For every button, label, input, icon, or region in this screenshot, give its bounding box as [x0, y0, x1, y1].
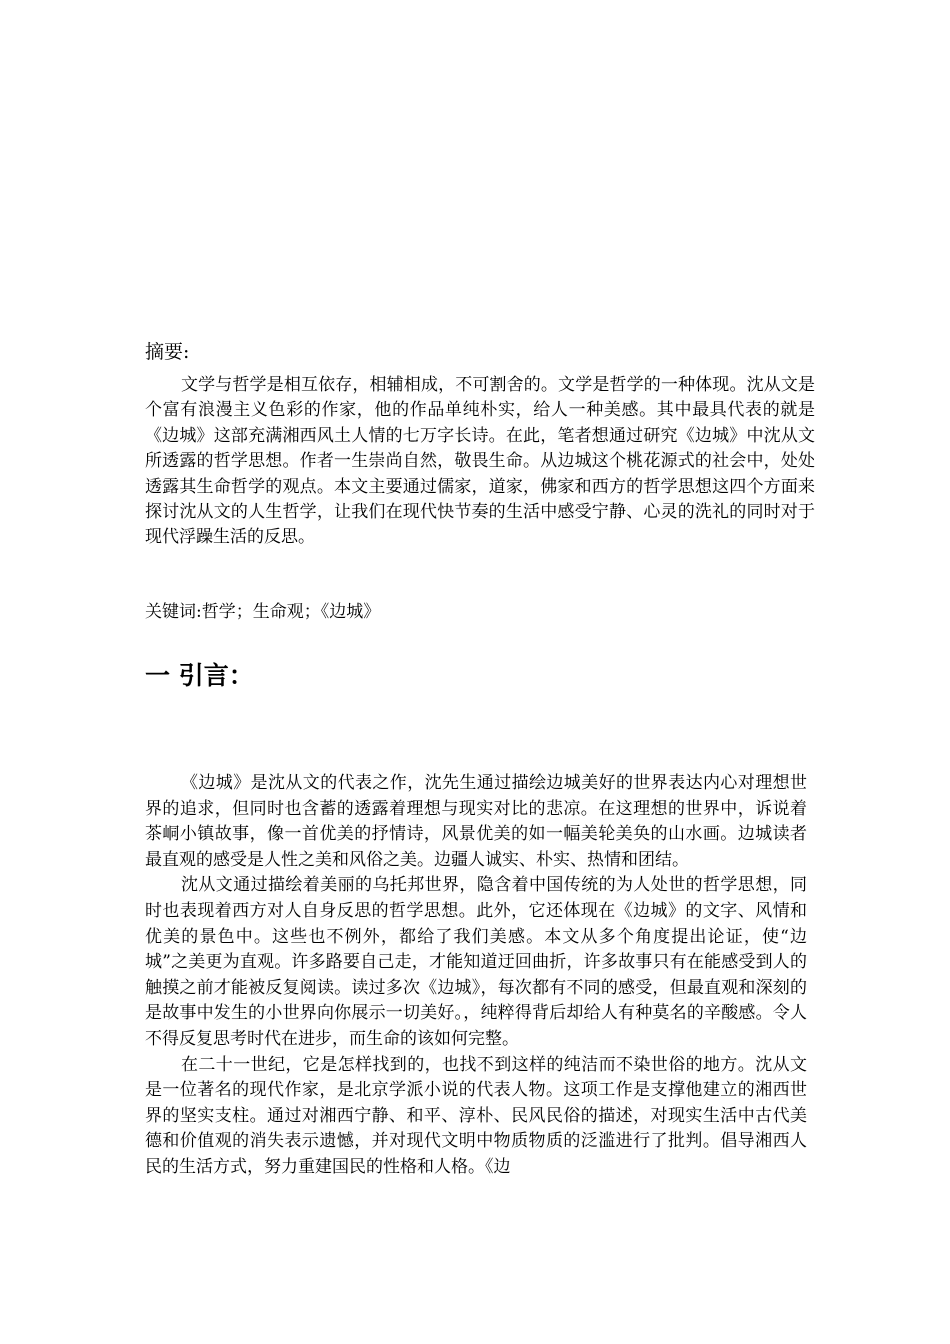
body-paragraph: 在二十一世纪，它是怎样找到的，也找不到这样的纯洁而不染世俗的地方。沈从文是一位著名的现代作家，是北京学派小说的代表人物。这项工作是支撑他建立的湘西世界的坚实支柱。通过对湘西宁静、和平、淳朴、民风民俗的描述，对现实生活中古代美德和价值观的消失表示遗憾，并对现代文明中物质物质的泛滥进行了批判。倡导湘西人民的生活方式，努力重建国民的性格和人格。《边	[145, 1054, 807, 1177]
section-heading-introduction: 一 引言：	[145, 661, 254, 690]
body-paragraph: 沈从文通过描绘着美丽的乌托邦世界，隐含着中国传统的为人处世的哲学思想，同时也表现着西方对人自身反思的哲学思想。此外，它还体现在《边城》的文字、风情和优美的景色中。这些也不例外，都给了我们美感。本文从多个角度提出论证，使“边城”之美更为直观。许多路要自己走，才能知道迂回曲折，许多故事只有在能感受到人的触摸之前才能被反复阅读。读过多次《边城》，每次都有不同的感受，但最直观和深刻的是故事中发生的小世界向你展示一切美好。，纯粹得背后却给人有种莫名的辛酸感。令人不得反复思考时代在进步，而生命的该如何完整。	[145, 875, 807, 1049]
section-body	[145, 771, 807, 1181]
body-paragraph: 《边城》是沈从文的代表之作，沈先生通过描绘边城美好的世界表达内心对理想世界的追求，但同时也含蓄的透露着理想与现实对比的悲凉。在这理想的世界中，诉说着茶峒小镇故事，像一首优美的抒情诗，风景优美的如一幅美轮美奂的山水画。边城读者最直观的感受是人性之美和风俗之美。边疆人诚实、朴实、热情和团结。	[145, 773, 807, 870]
abstract-title: 摘要:	[145, 341, 190, 363]
abstract-text: 文学与哲学是相互依存，相辅相成，不可割舍的。文学是哲学的一种体现。沈从文是个富有浪漫主义色彩的作家，他的作品单纯朴实，给人一种美感。其中最具代表的就是《边城》这部充满湘西风土人情的七万字长诗。在此，笔者想通过研究《边城》中沈从文所透露的哲学思想。作者一生崇尚自然，敬畏生命。从边城这个桃花源式的社会中，处处透露其生命哲学的观点。本文主要通过儒家，道家，佛家和西方的哲学思想这四个方面来探讨沈从文的人生哲学，让我们在现代快节奏的生活中感受宁静、心灵的洗礼的同时对于现代浮躁生活的反思。	[145, 375, 815, 548]
keywords-line: 关键词:哲学；生命观；《边城》	[145, 602, 381, 622]
